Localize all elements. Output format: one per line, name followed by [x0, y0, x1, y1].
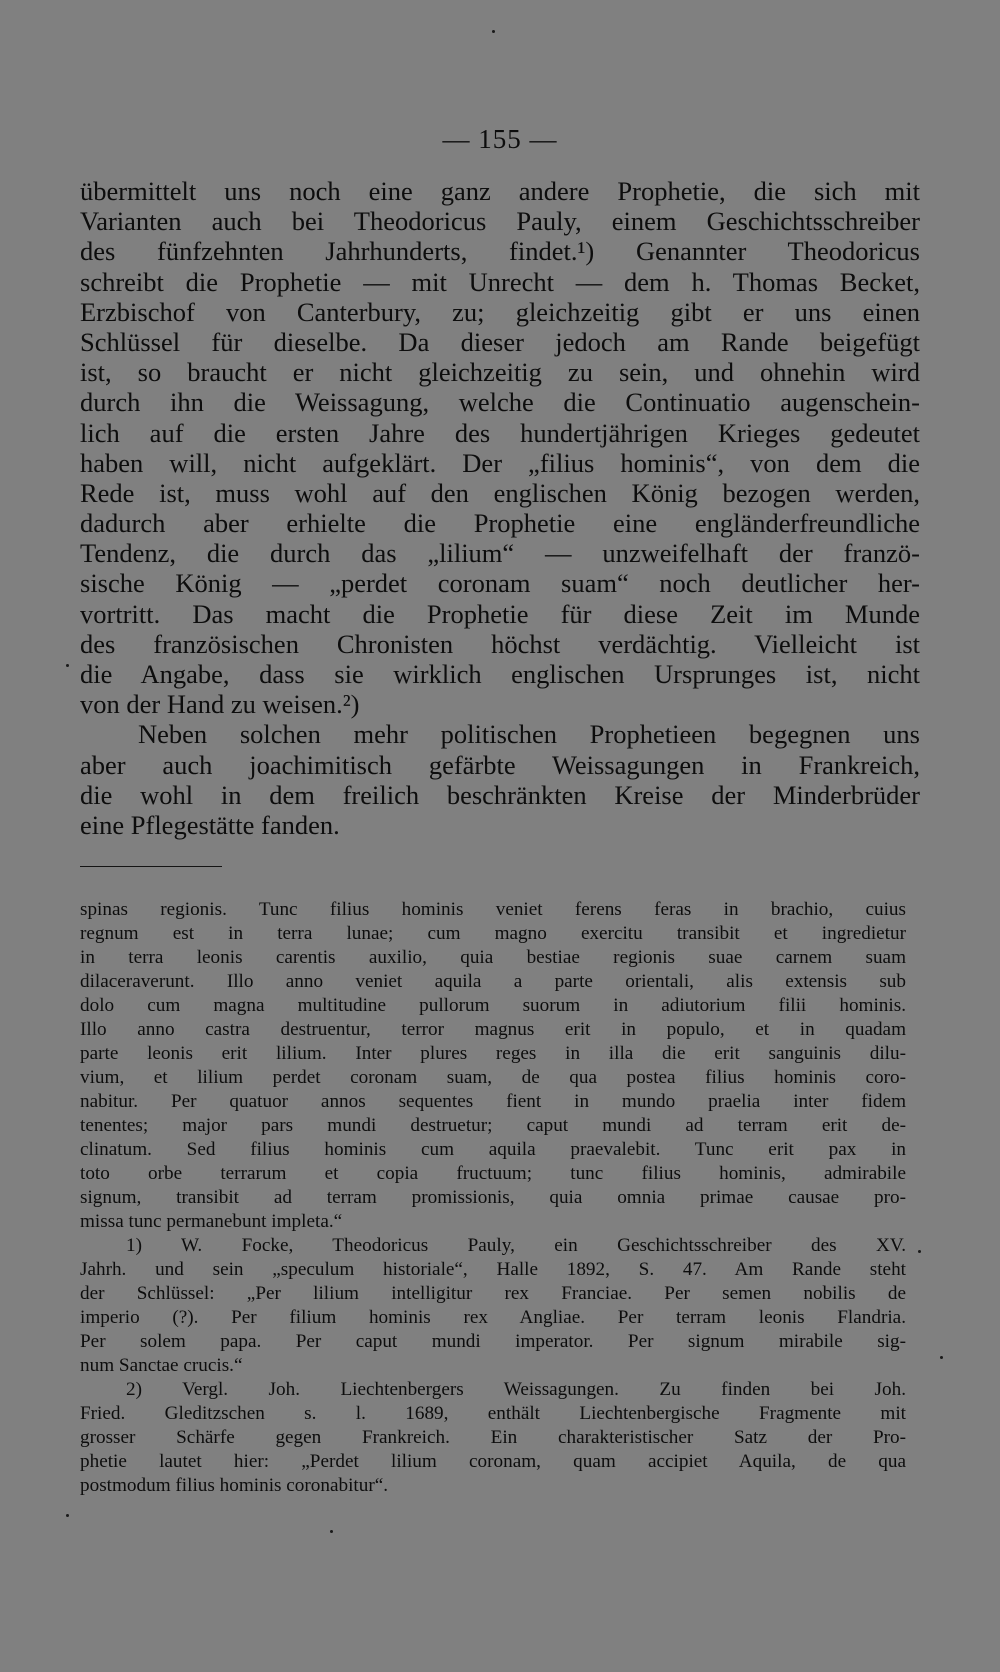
footnote-line: parte leonis erit lilium. Inter plures reges in illa die erit sanguinis dilu- [80, 1043, 906, 1064]
footnote-line: imperio (?). Per filium hominis rex Angliae. Per terram leonis Flandria. [80, 1307, 906, 1328]
footnotes [80, 898, 906, 1498]
footnote-line: phetie lautet hier: „Perdet lilium coronam, quam accipiet Aquila, de qua [80, 1451, 906, 1472]
body-line: vortritt. Das macht die Prophetie für diese Zeit im Munde [80, 598, 920, 629]
body-line: eine Pflegestätte fanden. [80, 809, 340, 840]
footnote-line: Fried. Gleditzschen s. l. 1689, enthält Liechtenbergische Fragmente mit [80, 1403, 906, 1424]
footnote-line: Illo anno castra destruentur, terror magnus erit in populo, et in quadam [80, 1019, 906, 1040]
footnote-line: regnum est in terra lunae; cum magno exercitu transibit et ingredietur [80, 923, 906, 944]
footnote-line: in terra leonis carentis auxilio, quia bestiae regionis suae carnem suam [80, 947, 906, 968]
body-line: Rede ist, muss wohl auf den englischen König bezogen werden, [80, 477, 920, 508]
body-line: aber auch joachimitisch gefärbte Weissagungen in Frankreich, [80, 749, 920, 780]
footnote-line: der Schlüssel: „Per lilium intelligitur rex Franciae. Per semen nobilis de [80, 1283, 906, 1304]
footnote-line: missa tunc permanebunt impleta.“ [80, 1211, 343, 1232]
body-line: ist, so braucht er nicht gleichzeitig zu sein, und ohnehin wird [80, 357, 920, 388]
body-line: von der Hand zu weisen.²) [80, 689, 360, 720]
footnote-line: nabitur. Per quatuor annos sequentes fient in mundo praelia inter fidem [80, 1091, 906, 1112]
scan-speck [66, 664, 69, 667]
body-line: dadurch aber erhielte die Prophetie eine engländerfreundliche [80, 508, 920, 539]
body-line: die Angabe, dass sie wirklich englischen Ursprunges ist, nicht [80, 659, 920, 689]
body-line: des französischen Chronisten höchst verdächtig. Vielleicht ist [80, 628, 920, 659]
footnote-separator-rule [80, 866, 222, 867]
footnote-line: dolo cum magna multitudine pullorum suorum in adiutorium filii hominis. [80, 995, 906, 1016]
body-line: Tendenz, die durch das „lilium“ — unzweifelhaft der franzö- [80, 538, 920, 569]
footnote-line: num Sanctae crucis.“ [80, 1355, 243, 1376]
scan-speck [330, 1530, 333, 1533]
footnote-line: clinatum. Sed filius hominis cum aquila praevalebit. Tunc erit pax in [80, 1139, 906, 1160]
scan-speck [66, 1514, 69, 1517]
footnote-line: 1) W. Focke, Theodoricus Pauly, ein Geschichtsschreiber des XV. [126, 1235, 906, 1256]
body-line: durch ihn die Weissagung, welche die Continuatio augenschein- [80, 387, 920, 418]
body-line: Erzbischof von Canterbury, zu; gleichzeitig gibt er uns einen [80, 296, 920, 327]
footnote-line: Jahrh. und sein „speculum historiale“, Halle 1892, S. 47. Am Rande steht [80, 1259, 906, 1280]
footnote-line: dilaceraverunt. Illo anno veniet aquila a parte orientali, alis extensis sub [80, 971, 906, 992]
body-line: Schlüssel für dieselbe. Da dieser jedoch am Rande beigefügt [80, 326, 920, 357]
body-line: Neben solchen mehr politischen Prophetieen begegnen uns [138, 719, 920, 750]
footnote-line: postmodum filius hominis coronabitur“. [80, 1475, 389, 1496]
footnote-line: grosser Schärfe gegen Frankreich. Ein charakteristischer Satz der Pro- [80, 1427, 906, 1448]
footnote-line: Per solem papa. Per caput mundi imperator. Per signum mirabile sig- [80, 1331, 906, 1352]
footnote-line: signum, transibit ad terram promissionis, quia omnia primae causae pro- [80, 1187, 906, 1208]
body-text [80, 176, 920, 840]
footnote-line: vium, et lilium perdet coronam suam, de qua postea filius hominis coro- [80, 1067, 906, 1088]
scan-speck [492, 30, 495, 33]
footnote-line: 2) Vergl. Joh. Liechtenbergers Weissagungen. Zu finden bei Joh. [126, 1379, 906, 1400]
footnote-line: spinas regionis. Tunc filius hominis veniet ferens feras in brachio, cuius [80, 899, 906, 920]
body-line: übermittelt uns noch eine ganz andere Prophetie, die sich mit [80, 176, 920, 206]
page-number: — 155 — [442, 124, 558, 154]
body-line: lich auf die ersten Jahre des hundertjährigen Krieges gedeutet [80, 417, 920, 448]
scan-speck [940, 1356, 943, 1359]
scan-speck [918, 1250, 921, 1253]
footnote-line: tenentes; major pars mundi destruetur; caput mundi ad terram erit de- [80, 1115, 906, 1136]
body-line: haben will, nicht aufgeklärt. Der „filius hominis“, von dem die [80, 447, 920, 478]
footnote-line: toto orbe terrarum et copia fructuum; tunc filius hominis, admirabile [80, 1163, 906, 1184]
body-line: des fünfzehnten Jahrhunderts, findet.¹) Genannter Theodoricus [80, 236, 920, 267]
body-line: die wohl in dem freilich beschränkten Kreise der Minderbrüder [80, 779, 920, 810]
body-line: Varianten auch bei Theodoricus Pauly, einem Geschichtsschreiber [80, 206, 920, 237]
body-line: sische König — „perdet coronam suam“ noch deutlicher her- [80, 568, 920, 599]
body-line: schreibt die Prophetie — mit Unrecht — dem h. Thomas Becket, [80, 266, 920, 297]
